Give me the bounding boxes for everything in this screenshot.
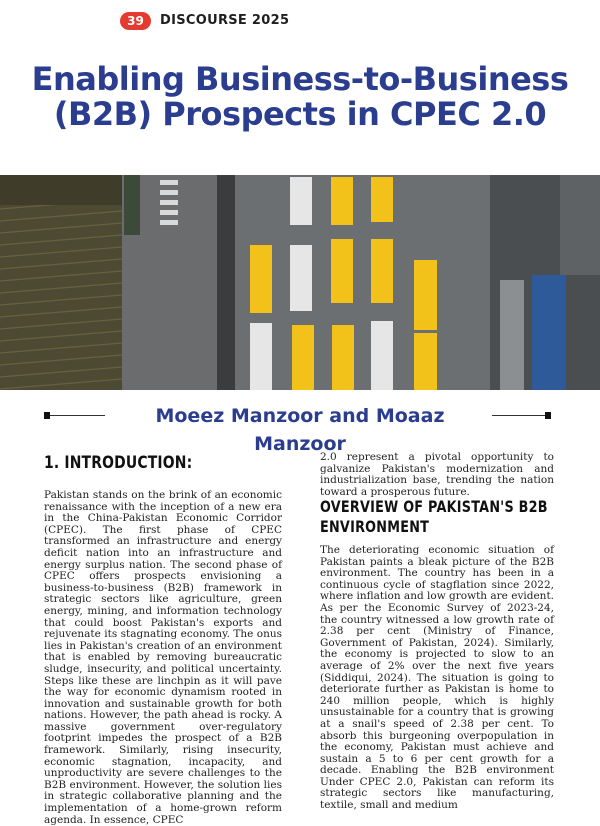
article-title: Enabling Business-to-Business (B2B) Prospects in CPEC 2.0 <box>31 60 569 133</box>
magazine-title: DISCOURSE 2025 <box>160 13 290 28</box>
aerial-photo-illustration <box>0 175 600 390</box>
divider-left <box>45 415 105 416</box>
page-header <box>0 0 600 44</box>
introduction-continued: 2.0 represent a pivotal opportunity to galvanize Pakistan's modernization and industrialization base, trending the nation toward a prosperous future. <box>320 451 554 498</box>
divider-left-cap <box>44 412 50 419</box>
byline <box>0 402 600 455</box>
hero-image-container-yard <box>0 175 600 390</box>
overview-heading: OVERVIEW OF PAKISTAN'S B2B ENVIRONMENT <box>320 497 548 536</box>
author-names: Moeez Manzoor and Moaaz Manzoor <box>155 405 445 455</box>
page-number-badge: 39 <box>120 12 151 30</box>
divider-right-cap <box>545 412 551 419</box>
introduction-body: Pakistan stands on the brink of an economic renaissance with the inception of a new era in the China-Pakistan Economic Corridor (CPEC). The first phase of CPEC transformed an infrastructure and energy deficit nation into an infrastructure and energy surplus nation. The second phase of CPEC offers prospects envisioning a business-to-business (B2B) framework in strategic sectors like agriculture, green energy, mining, and information technology that could boost Pakistan's exports and rejuvenate its stagnating economy. The onus lies in Pakistan's creation of an environment that is enabled by removing bureaucratic sludge, insecurity, and political uncertainty. Steps like these are linchpin as it will pave the way for economic dynamism rooted in innovation and sustainable growth for both nations. However, the path ahead is rocky. A massive government over-regulatory footprint impedes the prospect of a B2B framework. Similarly, rising insecurity, economic stagnation, incapacity, and unproductivity are severe challenges to the B2B environment. However, the solution lies in strategic collaborative planning and the implementation of a home-grown reform agenda. In essence, CPEC <box>44 489 282 826</box>
overview-body: The deteriorating economic situation of Pakistan paints a bleak picture of the B2B environment. The country has been in a continuous cycle of stagflation since 2022, where inflation and low growth are evident. As per the Economic Survey of 2023-24, the country witnessed a low growth rate of 2.38 per cent (Ministry of Finance, Government of Pakistan, 2024). Similarly, the economy is projected to slow to an average of 2% over the next five years (Siddiqui, 2024). The situation is going to deteriorate further as Pakistan is home to 240 million people, which is highly unsustainable for a country that is growing at a snail's speed of 2.38 per cent. To absorb this burgeoning overpopulation in the economy, Pakistan must achieve and sustain a 5 to 6 per cent growth for a decade. Enabling the B2B environment Under CPEC 2.0, Pakistan can reform its strategic sectors like manufacturing, textile, small and medium <box>320 544 554 812</box>
introduction-heading: 1. INTRODUCTION: <box>44 453 193 473</box>
divider-right <box>492 415 547 416</box>
